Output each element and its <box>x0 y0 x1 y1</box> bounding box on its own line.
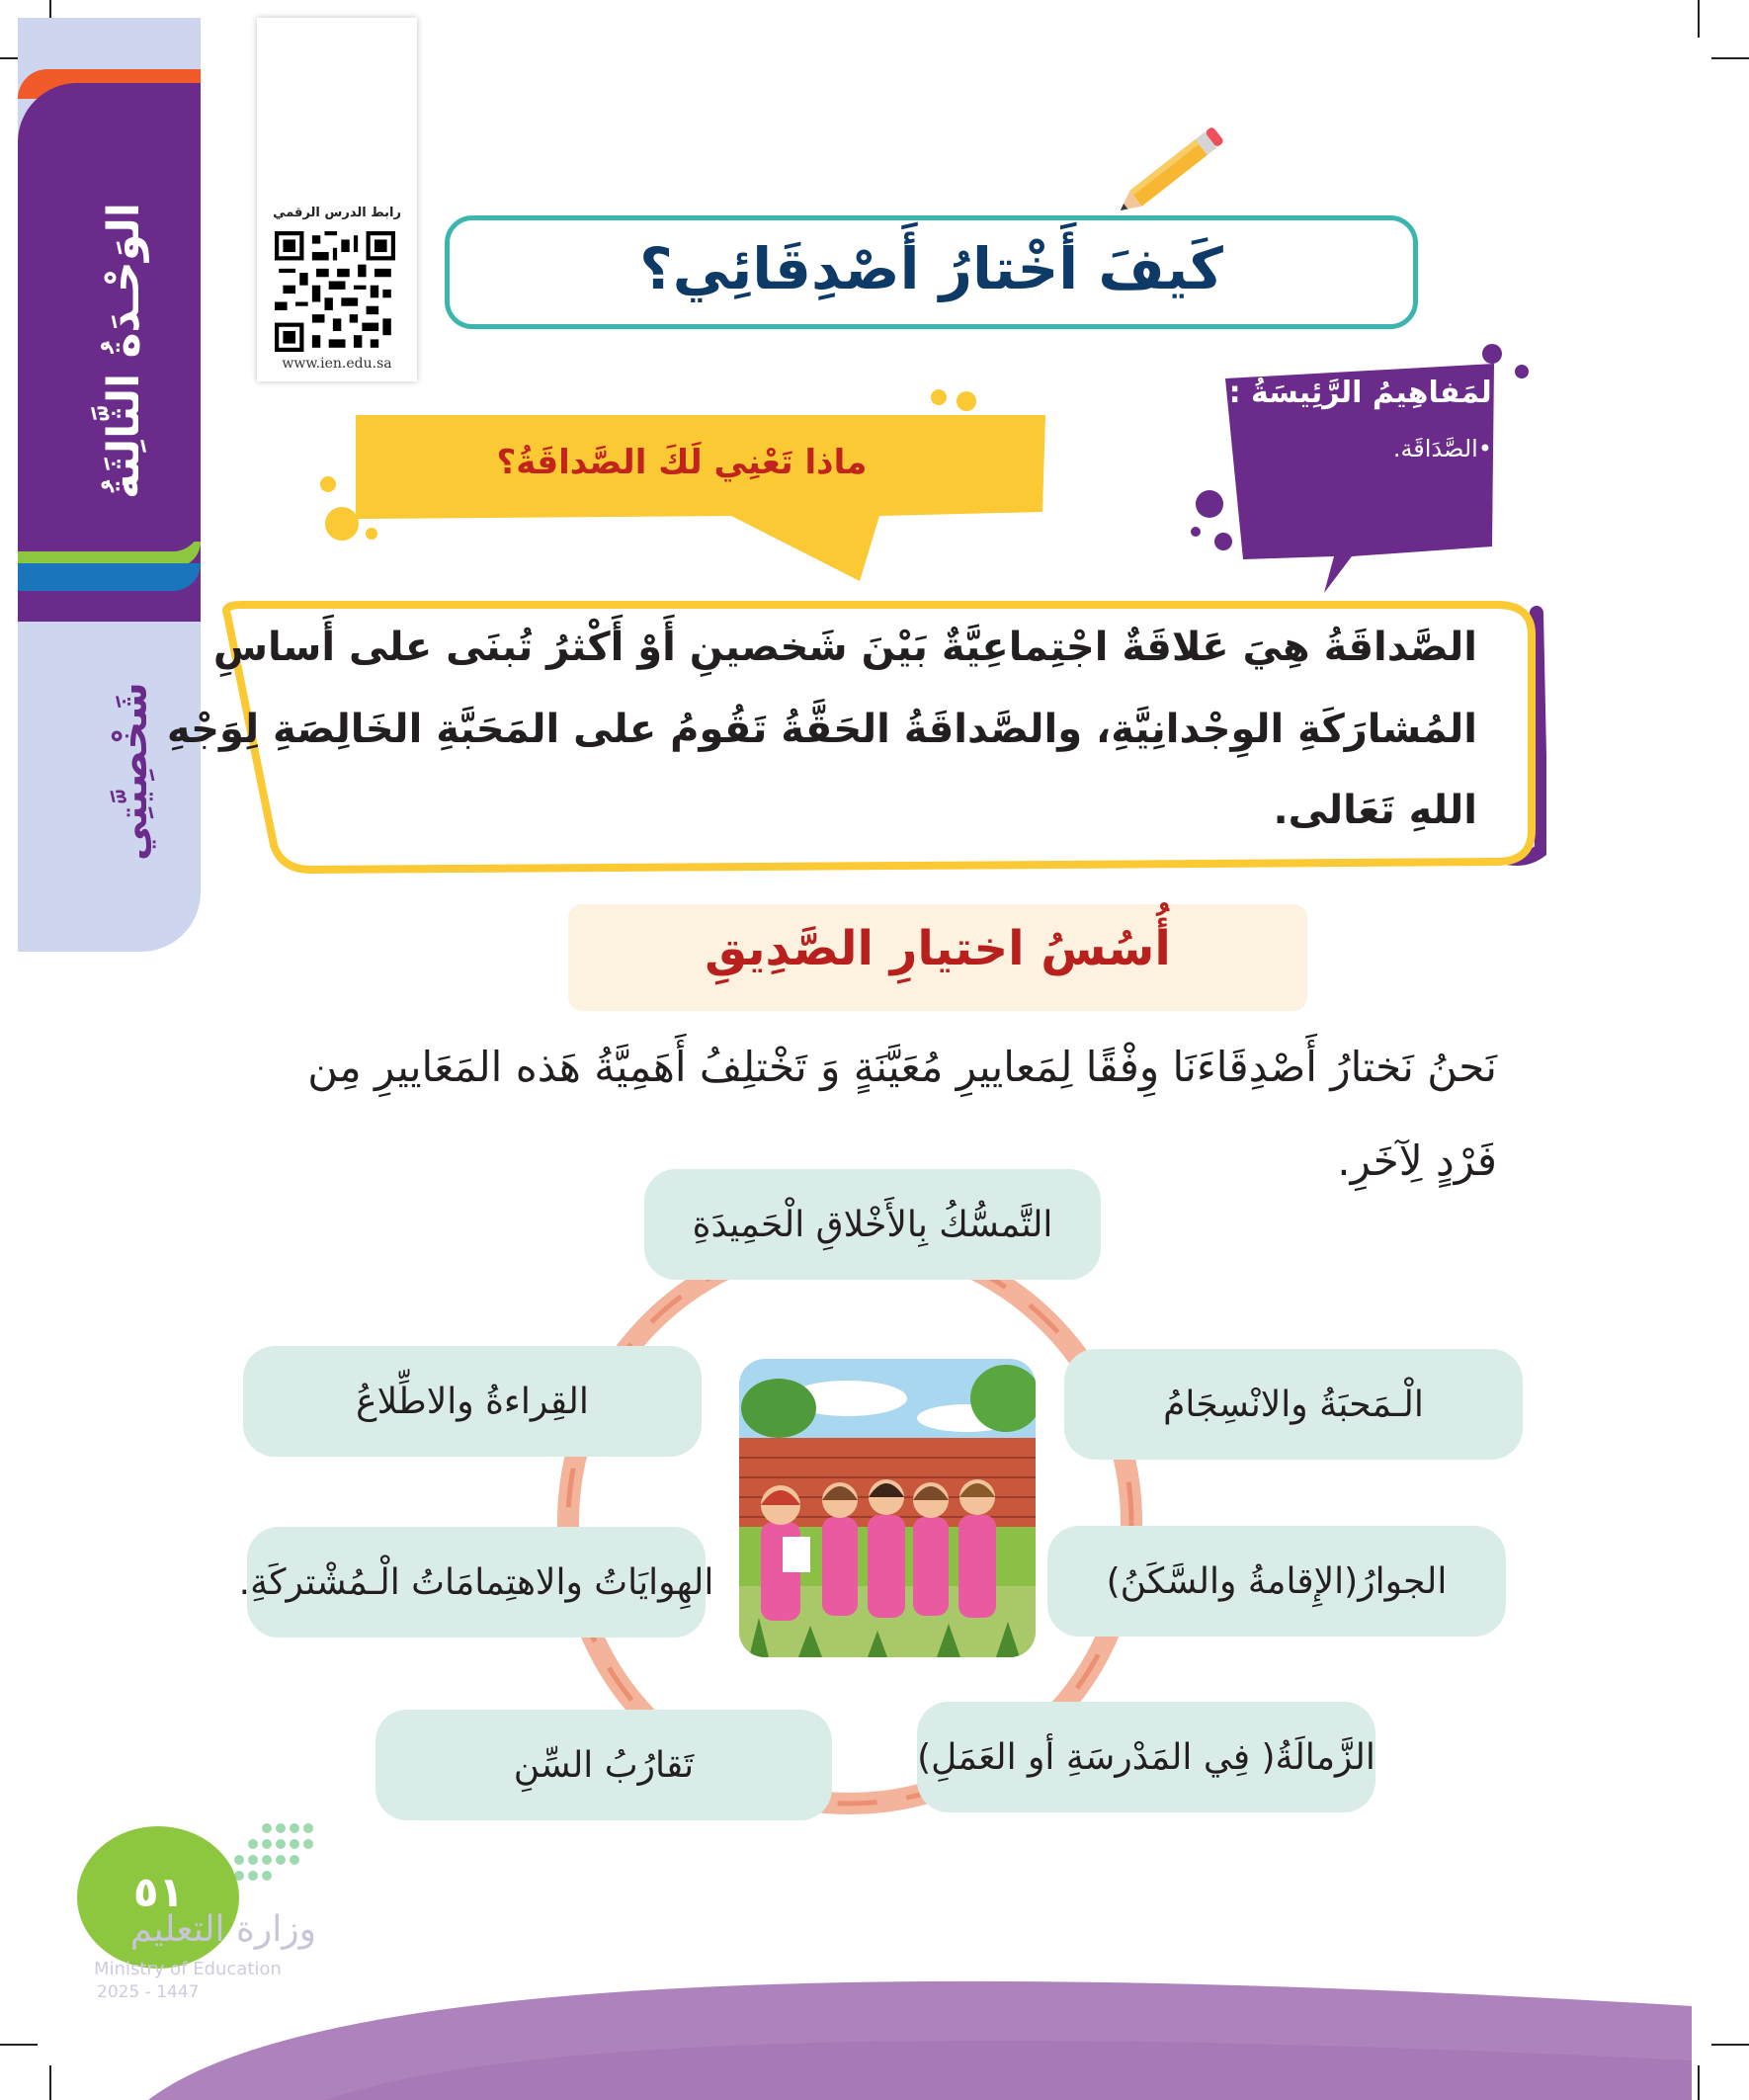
criterion-reading: القِراءةُ والاطِّلاعُ <box>243 1346 702 1457</box>
qr-code[interactable] <box>275 231 395 352</box>
edition-year: 2025 - 1447 <box>97 1982 200 2002</box>
criterion-hobbies: الهِوايَاتُ والاهتِمامَاتُ الْـمُشْتركَةِ. <box>247 1527 706 1638</box>
section-heading: أُسُسُ اختيارِ الصَّدِيقِ <box>705 921 1171 976</box>
definition-line-3: اللهِ تَعَالى. <box>1273 788 1477 833</box>
ministry-logo-text: وزارة التعليم <box>129 1909 316 1950</box>
crop-mark <box>1698 0 1700 38</box>
criterion-morals: التَّمسُّكُ بِالأَخْلاقِ الْحَمِيدَةِ <box>644 1169 1101 1280</box>
side-stripe-purple <box>18 524 201 551</box>
qr-label: رابط الدرس الرقمي <box>273 206 401 220</box>
key-concept-item: •الصَّدَاقَة. <box>1392 435 1492 462</box>
theme-label: شَخْصِيَّتِي <box>111 682 156 861</box>
concepts-bubble <box>1186 334 1551 601</box>
question-bubble <box>306 376 1087 593</box>
intro-line-2: فَرْدٍ لِآخَرِ. <box>1337 1136 1497 1185</box>
lesson-title: كَيفَ أَخْتارُ أَصْدِقَائِي؟ <box>639 235 1223 302</box>
definition-line-1: الصَّداقَةُ هِيَ عَلاقَةٌ اجْتِماعِيَّةٌ بَيْنَ شَخصينِ أَوْ أَكْثرُ تُبنَى على أَساسِ <box>212 625 1477 670</box>
key-concepts-label: المَفاهِيمُ الرَّئِيسَةُ : <box>1228 376 1502 410</box>
side-stripe-blue <box>18 563 201 591</box>
girls-illustration <box>739 1359 1036 1657</box>
criterion-colleague: الزَّمالَةُ( فِي المَدْرسَةِ أو العَمَلِ) <box>917 1702 1375 1812</box>
criterion-neighbor: الجوارُ(الإِقامةُ والسَّكَنُ) <box>1047 1526 1506 1637</box>
page-number: ٥١ <box>132 1868 185 1916</box>
qr-url[interactable]: www.ien.edu.sa <box>282 356 392 372</box>
pencil-icon <box>1107 117 1235 225</box>
definition-line-2: المُشارَكَةِ الوِجْدانِيَّةِ، والصَّداقَةُ الحَقَّةُ تَقُومُ على المَحَبَّةِ الخَالِصَةِ لِوَجْهِ <box>166 707 1477 752</box>
ministry-logo-text-en: Ministry of Education <box>94 1959 282 1979</box>
intro-line-1: نَحنُ نَختارُ أَصْدِقَاءَنَا وِفْقًا لِمَعاييرِ مُعَيَّنَةٍ وَ تَخْتلِفُ أَهَمِيَّةُ هَذه المَعَاييرِ مِن <box>307 1043 1497 1091</box>
unit-label: الوَحْـدَةُ الثَّالِثَةُ <box>99 203 149 499</box>
discussion-question: ماذا تَعْنِي لَكَ الصَّداقَةُ؟ <box>496 443 868 482</box>
criterion-love: الْـمَحبَةُ والانْسِجَامُ <box>1064 1349 1523 1460</box>
crop-mark <box>1711 57 1749 59</box>
criterion-age: تَقارُبُ السِّنِ <box>375 1710 832 1820</box>
